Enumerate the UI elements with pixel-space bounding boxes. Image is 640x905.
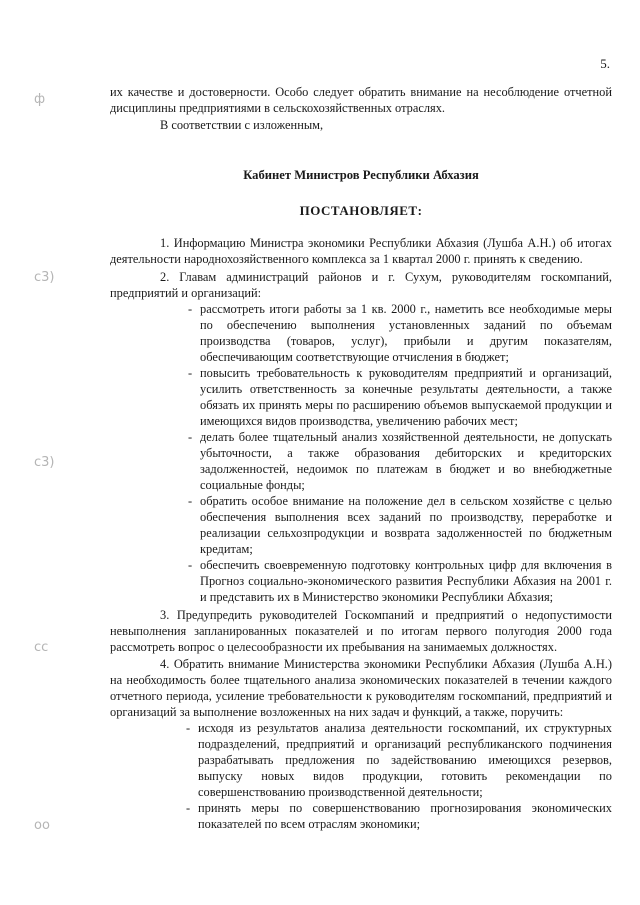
- item-1: 1. Информацию Министра экономики Республики Абхазия (Лушба А.Н.) об итогах деятельности народнохозяйственного комплекса за 1 квартал 2000 г. принять к сведению.: [110, 236, 612, 266]
- cabinet-title: Кабинет Министров Республики Абхазия: [243, 168, 479, 182]
- dash-marker: -: [186, 721, 191, 735]
- dash-marker: -: [186, 801, 191, 815]
- margin-mark: ф: [34, 92, 46, 107]
- dash-marker: -: [188, 558, 193, 572]
- list-item: [186, 720, 612, 800]
- list-item: [188, 493, 612, 557]
- list-item-text: принять меры по совершенствованию прогнозирования экономических показателей по всем отраслям экономики;: [198, 801, 612, 831]
- list-item-text: обратить особое внимание на положение дел в сельском хозяйстве с целью обеспечения выполнения всех заданий по производству, переработке и реализации сельхозпродукции и возврата задолженностей по бюджетным кредитам;: [200, 494, 612, 556]
- list-item-text: исходя из результатов анализа деятельности госкомпаний, их структурных подразделений, предприятий и организаций республиканского подчинения разрабатывать предложения по задействованию имеющихся резервов, выпуску новых видов продукции, готовить рекомендации по совершенствованию производственной деятельности;: [198, 721, 612, 799]
- document-body: [110, 84, 612, 832]
- list-item: [188, 557, 612, 605]
- margin-mark: с3): [34, 455, 55, 470]
- page-number: 5.: [600, 56, 610, 71]
- intro-continuation: их качестве и достоверности. Особо следует обратить внимание на несоблюдение отчетной дисциплины предприятиями в сельскохозяйственных отраслях.: [110, 85, 612, 115]
- list-item-text: делать более тщательный анализ хозяйственной деятельности, не допускать убыточности, а также образования дебиторских и кредиторских задолженностей, недоимок по платежам в бюджет и во внебюджетные социальные фонды;: [200, 430, 612, 492]
- dash-marker: -: [188, 494, 193, 508]
- dash-marker: -: [188, 366, 193, 380]
- margin-mark: сс: [34, 640, 49, 655]
- decree-title: ПОСТАНОВЛЯЕТ:: [299, 203, 423, 218]
- list-item: [188, 301, 612, 365]
- margin-mark: оо: [34, 818, 50, 833]
- dash-marker: -: [188, 302, 193, 316]
- list-item: [186, 800, 612, 832]
- item-3: 3. Предупредить руководителей Госкомпаний и предприятий о недопустимости невыполнения запланированных показателей и по итогам первого полугодия 2000 года рассмотреть вопрос о целесообразности их пребывания на занимаемых должностях.: [110, 608, 612, 654]
- list-item-text: рассмотреть итоги работы за 1 кв. 2000 г., наметить все необходимые меры по обеспечению выполнения установленных заданий по объемам производства (товаров, услуг), прибыли и другим показателям, обеспечивающим соответствующие отчисления в бюджет;: [200, 302, 612, 364]
- list-item-text: обеспечить своевременную подготовку контрольных цифр для включения в Прогноз социально-экономического развития Республики Абхазия на 2001 г. и представить их в Министерство экономики Республики Абхазия;: [200, 558, 612, 604]
- list-item-text: повысить требовательность к руководителям предприятий и организаций, усилить ответственность за конечные результаты деятельности, а также обязать их принять меры по расширению объемов выпускаемой продукции и имеющихся видов производства, увеличению рабочих мест;: [200, 366, 612, 428]
- intro-accordance: В соответствии с изложенным,: [160, 118, 324, 132]
- item-2-bullet-list: [110, 301, 612, 605]
- dash-marker: -: [188, 430, 193, 444]
- margin-mark: с3): [34, 270, 55, 285]
- list-item: [188, 429, 612, 493]
- list-item: [188, 365, 612, 429]
- item-4: 4. Обратить внимание Министерства экономики Республики Абхазия (Лушба А.Н.) на необходимость более тщательного анализа экономических показателей в течении каждого отчетного периода, усиление требовательности к руководителям госкомпаний, предприятий и организаций за выполнение возложенных на них задач и функций, а также, поручить:: [110, 657, 612, 719]
- item-4-bullet-list: [110, 720, 612, 832]
- item-2: 2. Главам администраций районов и г. Сухум, руководителям госкомпаний, предприятий и организаций:: [110, 270, 612, 300]
